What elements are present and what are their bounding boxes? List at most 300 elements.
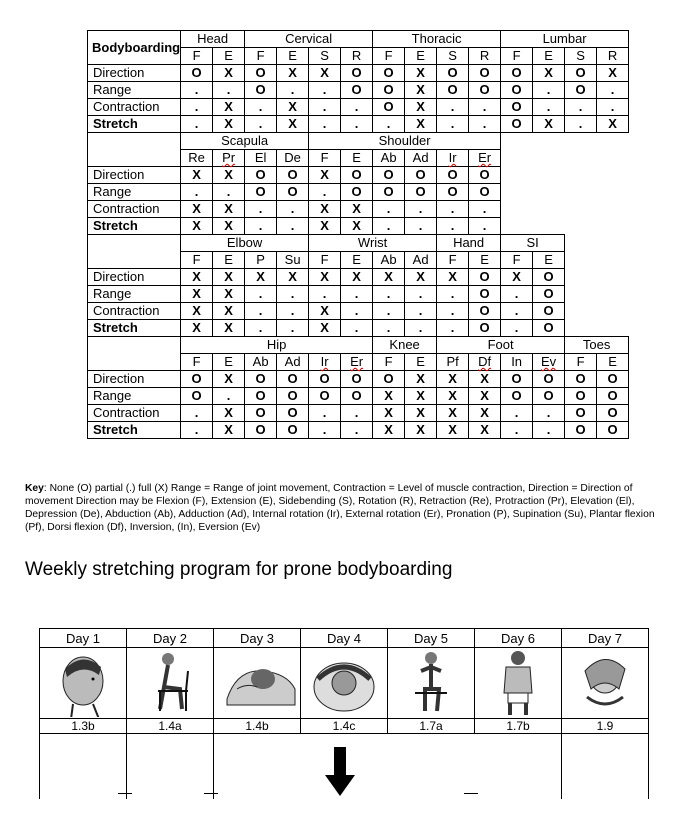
sub-header — [597, 354, 629, 371]
sub-header — [245, 150, 277, 167]
value-cell: X — [309, 218, 341, 235]
sub-header — [405, 150, 437, 167]
value-cell: O — [373, 371, 405, 388]
value-cell: O — [341, 184, 373, 201]
value-cell: O — [405, 167, 437, 184]
value-cell: O — [341, 167, 373, 184]
value-cell: O — [245, 371, 277, 388]
row-label: Direction — [88, 65, 181, 82]
sub-header-label: R — [607, 48, 618, 63]
value-cell: O — [597, 405, 629, 422]
sub-header — [533, 354, 565, 371]
value-cell: . — [245, 99, 277, 116]
value-cell: . — [181, 99, 213, 116]
value-cell: X — [469, 422, 501, 439]
sub-header-label: F — [320, 150, 329, 165]
sub-header — [469, 150, 501, 167]
sub-header-label: E — [224, 354, 233, 369]
day-header: Day 2 — [127, 629, 214, 648]
value-cell: O — [309, 388, 341, 405]
sub-header-label: E — [352, 150, 361, 165]
value-cell: O — [501, 65, 533, 82]
row-label: Range — [88, 82, 181, 99]
head-clasp-figure-icon — [304, 649, 384, 717]
value-cell: . — [277, 286, 309, 303]
value-cell: O — [277, 388, 309, 405]
sub-header — [213, 252, 245, 269]
value-cell: O — [437, 184, 469, 201]
value-cell: . — [309, 99, 341, 116]
value-cell: . — [437, 218, 469, 235]
value-cell: O — [533, 303, 565, 320]
sub-header — [341, 150, 373, 167]
row-label: Stretch — [88, 116, 181, 133]
value-cell: . — [309, 286, 341, 303]
value-cell: O — [597, 388, 629, 405]
value-cell: O — [533, 269, 565, 286]
sub-header-label: Su — [284, 252, 301, 267]
value-cell: X — [437, 388, 469, 405]
day-figure — [40, 648, 127, 719]
sub-header — [373, 48, 405, 65]
sub-header — [469, 354, 501, 371]
sub-header — [309, 252, 341, 269]
value-cell: X — [213, 218, 245, 235]
day-figure — [388, 648, 475, 719]
day-code: 1.3b — [40, 719, 127, 734]
value-cell: X — [405, 65, 437, 82]
sub-header-label: In — [511, 354, 523, 369]
value-cell: X — [341, 201, 373, 218]
value-cell: O — [565, 405, 597, 422]
value-cell: X — [437, 422, 469, 439]
value-cell: X — [309, 303, 341, 320]
value-cell: X — [341, 269, 373, 286]
value-cell: . — [565, 116, 597, 133]
value-cell: O — [373, 99, 405, 116]
sub-header-label: F — [192, 354, 201, 369]
sub-header-label: F — [448, 252, 457, 267]
sub-header — [341, 48, 373, 65]
day-figure — [475, 648, 562, 719]
value-cell: X — [309, 201, 341, 218]
value-cell: O — [469, 320, 501, 337]
value-cell: O — [373, 82, 405, 99]
value-cell: X — [181, 167, 213, 184]
value-cell: . — [213, 388, 245, 405]
value-cell: . — [437, 116, 469, 133]
value-cell: . — [245, 201, 277, 218]
value-cell: X — [373, 269, 405, 286]
value-cell: X — [213, 65, 245, 82]
day-header: Day 6 — [475, 629, 562, 648]
sub-header — [213, 354, 245, 371]
sub-header-label: E — [416, 48, 425, 63]
value-cell: . — [597, 82, 629, 99]
down-arrow-icon — [325, 747, 355, 797]
table-row — [88, 286, 629, 303]
value-cell: X — [213, 269, 245, 286]
table-row — [88, 388, 629, 405]
day-code: 1.4b — [214, 719, 301, 734]
group-header: Hip — [181, 337, 373, 354]
value-cell: . — [181, 405, 213, 422]
sub-header — [597, 48, 629, 65]
value-cell: O — [501, 371, 533, 388]
value-cell: . — [501, 405, 533, 422]
sub-header-label: Ab — [252, 354, 269, 369]
value-cell: O — [533, 371, 565, 388]
value-cell: . — [469, 99, 501, 116]
value-cell: X — [469, 371, 501, 388]
value-cell: O — [437, 82, 469, 99]
sub-header — [373, 252, 405, 269]
sub-header — [405, 48, 437, 65]
value-cell: . — [469, 116, 501, 133]
sub-header — [565, 48, 597, 65]
corner-cell — [88, 337, 181, 371]
group-header: Cervical — [245, 31, 373, 48]
value-cell: X — [469, 388, 501, 405]
value-cell: . — [341, 422, 373, 439]
value-cell: O — [245, 167, 277, 184]
corner-cell — [88, 235, 181, 269]
group-header: Toes — [565, 337, 629, 354]
sub-header-label: E — [224, 252, 233, 267]
sub-header — [437, 354, 469, 371]
empty-cell — [565, 235, 629, 337]
head-turn-figure-icon — [43, 649, 123, 717]
sub-header — [501, 252, 533, 269]
value-cell: X — [213, 201, 245, 218]
value-cell: O — [533, 286, 565, 303]
value-cell: O — [501, 116, 533, 133]
program-title: Weekly stretching program for prone bodyboarding — [25, 559, 453, 580]
sub-header-label: R — [479, 48, 490, 63]
sub-header — [469, 48, 501, 65]
value-cell: O — [245, 65, 277, 82]
value-cell: . — [245, 303, 277, 320]
row-label: Contraction — [88, 405, 181, 422]
day-header: Day 4 — [301, 629, 388, 648]
value-cell: . — [277, 303, 309, 320]
value-cell: O — [277, 371, 309, 388]
sub-header-label: F — [320, 252, 329, 267]
sub-header — [437, 48, 469, 65]
value-cell: O — [469, 65, 501, 82]
value-cell: . — [309, 82, 341, 99]
key-text: : None (O) partial (.) full (X) Range = Range of joint movement, Contraction = Level of muscle contraction, Direction = Direction of movement Direction may be Flexion (F), Extension (E), Sidebending (S), Rotation (R), Retraction (Re), Protraction (Pr), Elevation (El), Depression (De), Abduction (Ab), Adduction (Ad), Internal rotation (Ir), External rotation (Er), Pronation (P), Supination (Su), Plantar flexion (Pf), Dorsi flexion (Df), Inversion, (In), Eversion (Ev) — [25, 483, 655, 533]
day-code: 1.7b — [475, 719, 562, 734]
day-header: Day 3 — [214, 629, 301, 648]
value-cell: . — [469, 218, 501, 235]
group-header: Wrist — [309, 235, 437, 252]
sub-header — [277, 252, 309, 269]
joint-movement-table — [87, 30, 629, 439]
table-row — [88, 65, 629, 82]
seated-chair-figure-icon — [130, 649, 210, 717]
value-cell: . — [405, 303, 437, 320]
value-cell: . — [533, 405, 565, 422]
value-cell: X — [277, 99, 309, 116]
sub-header-label: E — [544, 252, 553, 267]
sub-header-label: E — [480, 252, 489, 267]
value-cell: O — [565, 422, 597, 439]
value-cell: O — [501, 99, 533, 116]
value-cell: X — [405, 82, 437, 99]
value-cell: . — [437, 99, 469, 116]
value-cell: . — [437, 286, 469, 303]
row-label: Direction — [88, 167, 181, 184]
blank-cell — [127, 734, 214, 800]
sub-header-label: Ad — [284, 354, 301, 369]
value-cell: . — [373, 320, 405, 337]
tick-mark — [464, 793, 478, 794]
value-cell: . — [245, 218, 277, 235]
value-cell: O — [469, 184, 501, 201]
value-cell: . — [341, 286, 373, 303]
value-cell: O — [181, 65, 213, 82]
value-cell: X — [213, 405, 245, 422]
seated-towel-figure-icon — [478, 649, 558, 717]
value-cell: . — [277, 201, 309, 218]
value-cell: O — [277, 184, 309, 201]
value-cell: . — [245, 116, 277, 133]
value-cell: . — [437, 201, 469, 218]
legend-key — [25, 482, 670, 534]
table-row — [88, 116, 629, 133]
value-cell: . — [469, 201, 501, 218]
value-cell: X — [533, 116, 565, 133]
value-cell: . — [533, 82, 565, 99]
sub-header-label: R — [351, 48, 362, 63]
blank-cell — [40, 734, 127, 800]
sub-header — [341, 252, 373, 269]
row-label: Stretch — [88, 218, 181, 235]
value-cell: O — [341, 65, 373, 82]
value-cell: X — [533, 65, 565, 82]
value-cell: . — [405, 320, 437, 337]
table-row — [88, 371, 629, 388]
sub-header-label: E — [288, 48, 297, 63]
value-cell: X — [213, 371, 245, 388]
day-figure — [127, 648, 214, 719]
value-cell: O — [469, 167, 501, 184]
row-label: Stretch — [88, 422, 181, 439]
arm-overhead-figure-icon — [565, 649, 645, 717]
value-cell: X — [405, 422, 437, 439]
table-row — [88, 269, 629, 286]
sub-header-label: Pr — [222, 150, 236, 165]
value-cell: O — [245, 82, 277, 99]
value-cell: X — [373, 405, 405, 422]
value-cell: O — [341, 82, 373, 99]
sub-header — [181, 354, 213, 371]
day-figure — [214, 648, 301, 719]
value-cell: . — [181, 116, 213, 133]
value-cell: . — [533, 422, 565, 439]
sub-header-label: F — [576, 354, 585, 369]
value-cell: X — [309, 65, 341, 82]
value-cell: . — [341, 99, 373, 116]
row-label: Range — [88, 388, 181, 405]
row-label: Range — [88, 286, 181, 303]
sub-header — [533, 252, 565, 269]
day-header: Day 7 — [562, 629, 649, 648]
value-cell: O — [469, 82, 501, 99]
sub-header-label: F — [512, 48, 521, 63]
value-cell: X — [373, 422, 405, 439]
table-row — [88, 422, 629, 439]
sub-header — [277, 150, 309, 167]
value-cell: X — [469, 405, 501, 422]
row-label: Range — [88, 184, 181, 201]
value-cell: X — [181, 201, 213, 218]
value-cell: . — [277, 218, 309, 235]
value-cell: X — [373, 388, 405, 405]
value-cell: . — [245, 286, 277, 303]
value-cell: O — [437, 65, 469, 82]
value-cell: . — [341, 320, 373, 337]
group-header: Knee — [373, 337, 437, 354]
sub-header — [245, 252, 277, 269]
row-label: Direction — [88, 269, 181, 286]
blank-cell — [214, 734, 301, 800]
value-cell: O — [469, 286, 501, 303]
sub-header-label: P — [256, 252, 265, 267]
sub-header — [341, 354, 373, 371]
value-cell: X — [181, 286, 213, 303]
sub-header — [245, 354, 277, 371]
value-cell: O — [373, 167, 405, 184]
value-cell: . — [501, 303, 533, 320]
value-cell: O — [565, 82, 597, 99]
value-cell: X — [405, 116, 437, 133]
corner-cell — [88, 133, 181, 167]
sub-header-label: F — [384, 354, 393, 369]
value-cell: X — [309, 167, 341, 184]
value-cell: X — [437, 371, 469, 388]
day-code: 1.9 — [562, 719, 649, 734]
sub-header-label: E — [224, 48, 233, 63]
value-cell: O — [277, 405, 309, 422]
sub-header-label: De — [284, 150, 301, 165]
table-row — [88, 405, 629, 422]
value-cell: X — [597, 116, 629, 133]
value-cell: X — [405, 269, 437, 286]
value-cell: X — [213, 167, 245, 184]
sub-header-label: El — [254, 150, 267, 165]
value-cell: O — [245, 405, 277, 422]
group-header: Head — [181, 31, 245, 48]
sub-header-label: S — [320, 48, 329, 63]
value-cell: X — [213, 99, 245, 116]
sub-header — [181, 252, 213, 269]
value-cell: . — [309, 422, 341, 439]
sub-header — [181, 150, 213, 167]
value-cell: . — [309, 184, 341, 201]
group-header: SI — [501, 235, 565, 252]
sub-header-label: F — [512, 252, 521, 267]
value-cell: . — [309, 405, 341, 422]
value-cell: O — [597, 422, 629, 439]
group-header: Hand — [437, 235, 501, 252]
value-cell: X — [437, 405, 469, 422]
tick-mark — [204, 793, 218, 794]
value-cell: O — [533, 320, 565, 337]
sub-header — [469, 252, 501, 269]
value-cell: . — [373, 201, 405, 218]
sub-header — [565, 354, 597, 371]
sub-header-label: Ab — [380, 252, 397, 267]
value-cell: O — [437, 167, 469, 184]
value-cell: X — [597, 65, 629, 82]
blank-cell — [388, 734, 475, 800]
value-cell: X — [181, 269, 213, 286]
group-header: Foot — [437, 337, 565, 354]
value-cell: X — [181, 303, 213, 320]
sub-header — [213, 150, 245, 167]
value-cell: . — [501, 320, 533, 337]
value-cell: . — [405, 286, 437, 303]
sub-header — [309, 48, 341, 65]
sub-header-label: Er — [478, 150, 492, 165]
value-cell: . — [181, 184, 213, 201]
value-cell: . — [277, 82, 309, 99]
value-cell: O — [501, 82, 533, 99]
value-cell: X — [277, 116, 309, 133]
sub-header-label: F — [384, 48, 393, 63]
value-cell: . — [597, 99, 629, 116]
value-cell: . — [373, 116, 405, 133]
row-label: Stretch — [88, 320, 181, 337]
value-cell: X — [309, 269, 341, 286]
value-cell: O — [597, 371, 629, 388]
value-cell: . — [501, 286, 533, 303]
sub-header-label: E — [608, 354, 617, 369]
sub-header-label: Re — [188, 150, 205, 165]
value-cell: O — [277, 422, 309, 439]
row-label: Contraction — [88, 303, 181, 320]
day-header: Day 5 — [388, 629, 475, 648]
value-cell: O — [565, 65, 597, 82]
tick-mark — [118, 793, 132, 794]
sub-header — [533, 48, 565, 65]
sub-header-label: Ad — [412, 252, 429, 267]
value-cell: O — [373, 184, 405, 201]
value-cell: X — [213, 303, 245, 320]
sub-header-label: Pf — [446, 354, 459, 369]
value-cell: . — [437, 320, 469, 337]
row-label: Contraction — [88, 99, 181, 116]
value-cell: O — [309, 371, 341, 388]
table-row — [88, 320, 629, 337]
value-cell: . — [181, 82, 213, 99]
value-cell: . — [181, 422, 213, 439]
value-cell: . — [213, 82, 245, 99]
value-cell: X — [213, 116, 245, 133]
group-header: Thoracic — [373, 31, 501, 48]
sub-header — [437, 252, 469, 269]
value-cell: O — [501, 388, 533, 405]
value-cell: X — [437, 269, 469, 286]
day-code: 1.4a — [127, 719, 214, 734]
day-code: 1.7a — [388, 719, 475, 734]
table-caption: Bodyboarding — [88, 31, 181, 65]
value-cell: . — [565, 99, 597, 116]
table-row — [88, 303, 629, 320]
value-cell: O — [277, 167, 309, 184]
